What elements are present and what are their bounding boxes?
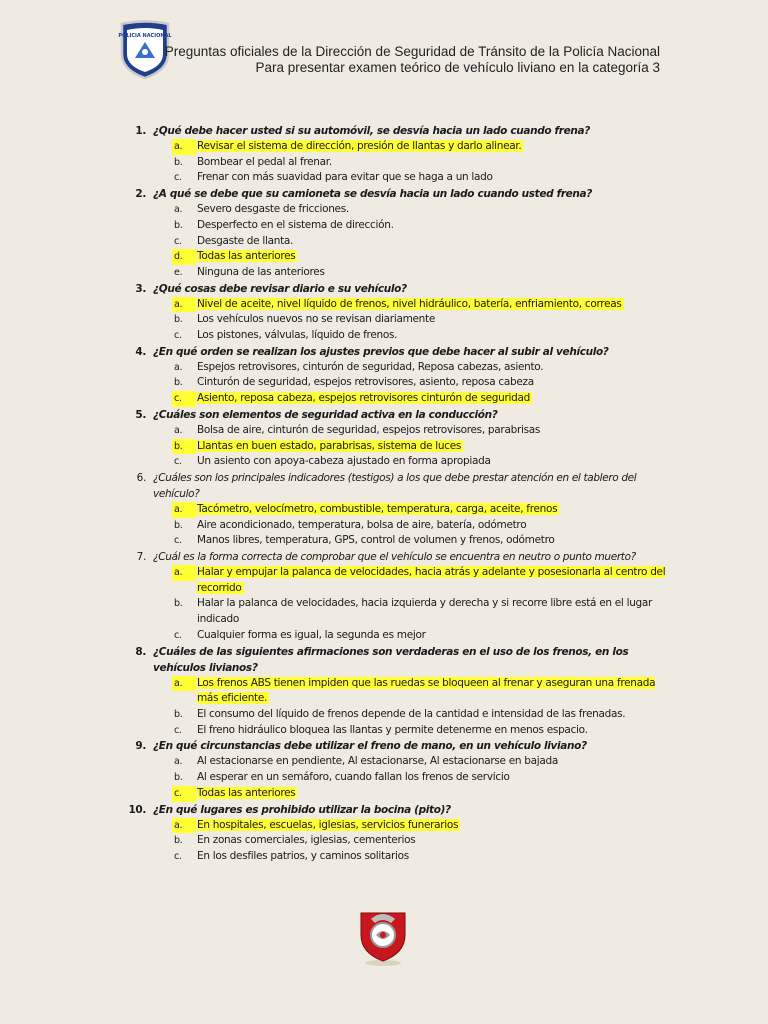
answer-option	[128, 375, 668, 391]
option-letter: b.	[174, 156, 183, 168]
question-text: ¿En qué lugares es prohibido utilizar la bocina (pito)?	[153, 803, 451, 816]
answer-option	[128, 849, 668, 865]
question-5	[128, 407, 668, 423]
question-number: 5.	[135, 408, 146, 421]
option-text: Llantas en buen estado, parabrisas, sistema de luces	[197, 439, 462, 452]
option-letter: b.	[174, 219, 183, 231]
option-text: Todas las anteriores	[197, 786, 296, 799]
option-text: En hospitales, escuelas, iglesias, servicios funerarios	[197, 818, 459, 831]
option-text: Frenar con más suavidad para evitar que se haga a un lado	[197, 171, 493, 184]
option-letter: a.	[172, 818, 196, 834]
answer-option	[128, 723, 668, 739]
question-number: 3.	[135, 282, 146, 295]
option-text: Desgaste de llanta.	[197, 234, 294, 247]
option-text: El freno hidráulico bloquea las llantas y permite detenerme en menos espacio.	[197, 723, 588, 736]
answer-option	[128, 360, 668, 376]
answer-option-correct	[128, 439, 668, 455]
answer-option	[128, 754, 668, 770]
question-number: 10.	[128, 803, 146, 816]
option-text: Un asiento con apoya-cabeza ajustado en forma apropiada	[197, 455, 491, 468]
option-letter: b.	[174, 772, 183, 784]
answer-option	[128, 518, 668, 534]
option-text: Al esperar en un semáforo, cuando fallan los frenos de servicio	[197, 771, 510, 784]
option-letter: a.	[172, 676, 196, 692]
question-9	[128, 738, 668, 754]
answer-option	[128, 328, 668, 344]
option-letter: c.	[174, 850, 182, 862]
option-letter: a.	[174, 361, 183, 373]
question-number: 9.	[135, 740, 146, 753]
option-letter: c.	[174, 535, 182, 547]
question-number: 1.	[135, 125, 146, 137]
answer-option-correct	[128, 786, 668, 802]
option-letter: c.	[174, 456, 182, 468]
answer-option-correct	[128, 565, 668, 596]
option-letter: c.	[174, 724, 182, 736]
option-letter: c.	[172, 786, 196, 802]
transit-winged-shield-icon	[356, 905, 410, 967]
question-number: 4.	[135, 345, 146, 358]
answer-option	[128, 454, 668, 470]
question-list	[128, 123, 668, 865]
option-letter: b.	[174, 377, 183, 389]
answer-option-correct	[128, 502, 668, 518]
option-text: Asiento, reposa cabeza, espejos retrovisores cinturón de seguridad	[197, 392, 531, 405]
answer-option	[128, 628, 668, 644]
option-text: Manos libres, temperatura, GPS, control de volumen y frenos, odómetro	[197, 534, 555, 547]
option-letter: b.	[174, 708, 183, 720]
option-letter: c.	[174, 330, 182, 342]
answer-option	[128, 218, 668, 234]
question-text: ¿Cuáles son los principales indicadores (testigos) a los que debe prestar atención en el tablero del vehículo?	[153, 471, 637, 500]
option-text: Bolsa de aire, cinturón de seguridad, espejos retrovisores, parabrisas	[197, 423, 541, 436]
option-text: Los vehículos nuevos no se revisan diariamente	[197, 313, 436, 326]
option-text: Tacómetro, velocímetro, combustible, temperatura, carga, aceite, frenos	[197, 502, 558, 515]
option-text: Ninguna de las anteriores	[197, 265, 325, 278]
option-text: Desperfecto en el sistema de dirección.	[197, 218, 394, 231]
question-6	[128, 470, 668, 502]
header-line-2: Para presentar examen teórico de vehículo liviano en la categoría 3	[255, 60, 660, 75]
option-letter: a.	[174, 204, 183, 216]
option-letter: d.	[172, 249, 196, 265]
badge-text: POLICIA NACIONAL	[118, 33, 172, 39]
option-text: Severo desgaste de fricciones.	[197, 203, 349, 216]
document-header	[165, 44, 660, 76]
option-letter: c.	[174, 235, 182, 247]
question-number: 7.	[136, 551, 146, 564]
option-text: Bombear el pedal al frenar.	[197, 155, 332, 168]
option-letter: a.	[172, 139, 196, 155]
answer-option	[128, 596, 668, 627]
option-letter: a.	[172, 297, 196, 313]
option-text: Todas las anteriores	[197, 250, 296, 263]
question-2	[128, 186, 668, 202]
option-letter: c.	[174, 629, 182, 641]
header-line-1: Preguntas oficiales de la Dirección de Seguridad de Tránsito de la Policía Nacional	[164, 44, 660, 59]
option-text: Aire acondicionado, temperatura, bolsa de aire, batería, odómetro	[197, 518, 527, 531]
question-7	[128, 549, 668, 565]
question-8	[128, 644, 668, 676]
option-letter: b.	[174, 314, 183, 326]
option-text: En los desfiles patrios, y caminos solitarios	[197, 849, 409, 862]
option-letter: a.	[174, 424, 183, 436]
question-text: ¿Cuáles son elementos de seguridad activa en la conducción?	[153, 408, 498, 421]
answer-option-correct	[128, 676, 668, 707]
answer-option	[128, 833, 668, 849]
answer-option	[128, 234, 668, 250]
option-text: El consumo del líquido de frenos depende de la cantidad e intensidad de las frenadas.	[197, 707, 626, 720]
question-text: ¿Cuáles de las siguientes afirmaciones son verdaderas en el uso de los frenos, en los vehículos livianos?	[153, 645, 629, 674]
option-letter: c.	[174, 172, 182, 184]
question-4	[128, 344, 668, 360]
option-text: Halar y empujar la palanca de velocidades, hacia atrás y adelante y posesionarla al centro del recorrido	[197, 566, 666, 594]
option-letter: b.	[174, 598, 183, 610]
answer-option	[128, 312, 668, 328]
option-text: Halar la palanca de velocidades, hacia izquierda y derecha y si recorre libre está en el lugar indicado	[197, 597, 653, 626]
answer-option-correct	[128, 297, 668, 313]
answer-option	[128, 155, 668, 171]
question-text: ¿En qué orden se realizan los ajustes previos que debe hacer al subir al vehículo?	[153, 345, 609, 358]
option-letter: b.	[174, 519, 183, 531]
question-text: ¿En qué circunstancias debe utilizar el freno de mano, en un vehículo liviano?	[153, 740, 587, 753]
answer-option	[128, 202, 668, 218]
answer-option-correct	[128, 249, 668, 265]
question-number: 2.	[135, 188, 146, 201]
option-letter: c.	[172, 391, 196, 407]
question-number: 6.	[136, 471, 146, 484]
answer-option	[128, 770, 668, 786]
option-text: Espejos retrovisores, cinturón de seguridad, Reposa cabezas, asiento.	[197, 360, 544, 373]
answer-option-correct	[128, 139, 668, 155]
question-text: ¿Qué cosas debe revisar diario e su vehículo?	[153, 282, 407, 295]
question-1	[128, 123, 668, 139]
answer-option	[128, 423, 668, 439]
question-text: ¿Qué debe hacer usted si su automóvil, se desvía hacia un lado cuando frena?	[153, 125, 590, 137]
option-letter: b.	[172, 439, 196, 455]
option-letter: b.	[174, 835, 183, 847]
option-text: Los pistones, válvulas, líquido de frenos.	[197, 329, 398, 342]
question-10	[128, 802, 668, 818]
answer-option-correct	[128, 818, 668, 834]
option-text: Cualquier forma es igual, la segunda es mejor	[197, 628, 426, 641]
question-number: 8.	[135, 645, 146, 658]
option-text: Revisar el sistema de dirección, presión de llantas y darlo alinear.	[197, 140, 522, 152]
answer-option-correct	[128, 391, 668, 407]
option-letter: a.	[174, 756, 183, 768]
question-text: ¿Cuál es la forma correcta de comprobar que el vehículo se encuentra en neutro o punto muerto?	[153, 551, 636, 564]
answer-option	[128, 533, 668, 549]
option-text: Los frenos ABS tienen impiden que las ruedas se bloqueen al frenar y aseguran una frenada más eficiente.	[197, 676, 656, 705]
option-letter: e.	[174, 266, 183, 278]
option-letter: a.	[172, 502, 196, 518]
question-text: ¿A qué se debe que su camioneta se desvía hacia un lado cuando usted frena?	[153, 188, 593, 201]
option-text: Cinturón de seguridad, espejos retrovisores, asiento, reposa cabeza	[197, 376, 534, 389]
option-text: Nivel de aceite, nivel líquido de frenos, nivel hidráulico, batería, enfriamiento, correas	[197, 297, 622, 310]
option-text: En zonas comerciales, iglesias, cementerios	[197, 834, 416, 847]
answer-option	[128, 707, 668, 723]
answer-option	[128, 170, 668, 186]
option-text: Al estacionarse en pendiente, Al estacionarse, Al estacionarse en bajada	[197, 755, 559, 768]
answer-option	[128, 265, 668, 281]
question-3	[128, 281, 668, 297]
option-letter: a.	[172, 565, 196, 581]
